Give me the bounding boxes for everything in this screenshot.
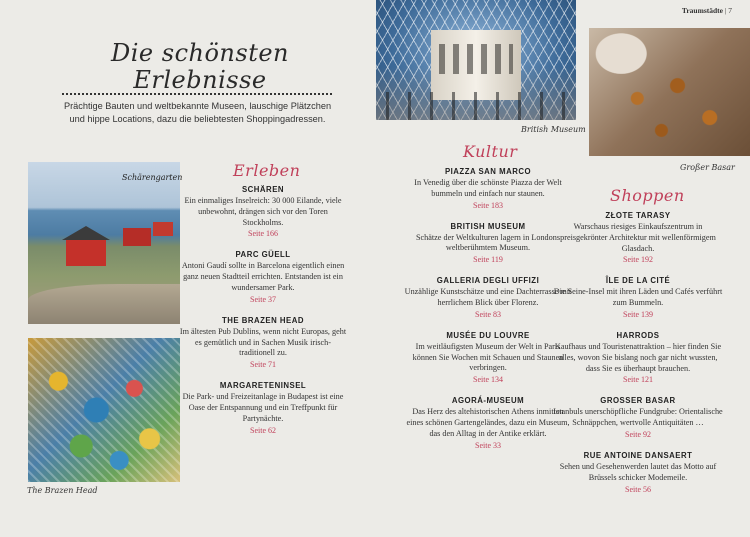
entry-title: SCHÄREN — [241, 185, 285, 194]
page-title-line1: Die schönsten — [111, 39, 289, 67]
running-head-title: Traumstädte — [681, 6, 723, 15]
page-reference: Seite 56 — [625, 484, 651, 494]
section-heading-kultur: Kultur — [463, 142, 518, 161]
tea-glasses-photo — [589, 28, 750, 156]
entry-title: ÎLE DE LA CITÉ — [605, 276, 671, 286]
entry-title: MARGARETENINSEL — [219, 381, 307, 391]
list-item — [553, 211, 723, 264]
list-item — [403, 396, 573, 449]
caption-brazen-head: The Brazen Head — [27, 486, 98, 495]
entry-text: Ein einmaliges Inselreich: 30 000 Eilande, viele unbewohnt, drängen sich vor den Toren Stockholms. — [184, 196, 342, 227]
entry-title: ZŁOTE TARASY — [605, 211, 671, 220]
entry-text: Unzählige Kunstschätze und eine Dachterrasse mit herrlichem Blick über Florenz. — [404, 287, 572, 307]
page-reference: Seite 139 — [623, 309, 653, 319]
entry-title: PARC GÜELL — [235, 250, 291, 260]
page-reference: Seite 62 — [250, 425, 276, 435]
page-reference: Seite 37 — [250, 294, 276, 304]
entry-text: Im weitläufigsten Museum der Welt in Paris können Sie Wochen mit Schauen und Staunen verbringen. — [412, 341, 564, 373]
entry-text: Im ältesten Pub Dublins, wenn nicht Europas, geht es gemütlich und in Sachen Musik irisch-traditionell zu. — [179, 326, 347, 358]
red-house — [153, 222, 173, 236]
entry-title: HARRODS — [616, 330, 660, 340]
schaeren-photo — [28, 162, 183, 324]
red-house — [66, 240, 106, 266]
entry-title: AGORÁ-MUSEUM — [451, 396, 525, 406]
entry-text: Warschaus riesiges Einkaufszentrum in preisgekrönter Architektur mit wellenförmigem Glasdach. — [560, 222, 716, 253]
caption-british-museum: British Museum — [521, 125, 586, 134]
list-item — [178, 381, 348, 434]
section-erleben — [178, 185, 348, 447]
page-reference: Seite 134 — [473, 375, 503, 385]
entry-text: Kaufhaus und Touristenattraktion – hier finden Sie alles, wovon Sie bislang noch gar nicht wussten, dass Sie es überhaupt brauchen. — [554, 341, 722, 373]
reading-room-drum — [431, 30, 521, 100]
entry-title: THE BRAZEN HEAD — [221, 315, 304, 325]
entry-title: GROSSER BASAR — [600, 396, 676, 406]
list-item — [403, 331, 573, 384]
page-reference: Seite 121 — [623, 375, 653, 385]
entry-title: BRITISH MUSEUM — [450, 221, 526, 231]
list-item — [403, 222, 573, 265]
running-head: Traumstädte | 7 — [681, 6, 732, 15]
list-item — [178, 250, 348, 303]
caption-schaerengarten: Schärengarten — [122, 173, 183, 182]
entry-title: RUE ANTOINE DANSAERT — [583, 450, 693, 460]
page-reference: Seite 92 — [625, 429, 651, 439]
list-item — [178, 185, 348, 238]
list-item — [553, 276, 723, 319]
page-reference: Seite 83 — [475, 309, 501, 319]
section-heading-shoppen: Shoppen — [610, 186, 685, 205]
entry-text: In Venedig über die schönste Piazza der Welt bummeln und einfach nur staunen. — [414, 178, 562, 198]
entry-text: Die Park- und Freizeitanlage in Budapest ist eine Oase der Entspannung und ein Treffpunkt für Partynächte. — [182, 392, 344, 423]
entry-text: Das Herz des altehistorischen Athens inmitten eines schönen Gartengeländes, dazu ein Museum, das den Alltag in der Antike erklärt. — [406, 407, 570, 438]
entry-title: GALLERIA DEGLI UFFIZI — [436, 276, 540, 286]
visitors — [376, 92, 576, 120]
page-reference: Seite 119 — [473, 255, 503, 265]
page-reference: Seite 192 — [623, 255, 653, 265]
section-shoppen — [553, 211, 723, 506]
entry-text: Die Seine-Insel mit ihren Läden und Cafés verführt zum Bummeln. — [553, 287, 723, 308]
dotted-divider — [62, 93, 332, 95]
entry-title: MUSÉE DU LOUVRE — [446, 330, 530, 340]
page-reference: Seite 183 — [473, 200, 503, 210]
entry-text: Sehen und Gesehenwerden lautet das Motto auf Brüssels schicker Modemeile. — [559, 461, 717, 482]
british-museum-photo — [376, 0, 576, 120]
list-item — [403, 167, 573, 210]
rocks — [28, 284, 180, 324]
page-reference: Seite 33 — [475, 440, 501, 450]
page-title — [100, 40, 300, 94]
intro-text: Prächtige Bauten und weltbekannte Museen, lauschige Plätzchen und hippe Locations, dazu die beliebtesten Shoppingadressen. — [63, 101, 332, 124]
list-item — [553, 396, 723, 439]
entry-text: Antoni Gaudí sollte in Barcelona eigentlich einen ganz neuen Stadtteil errichten. Entstanden ist ein wundersamer Park. — [181, 261, 345, 292]
page-reference: Seite 166 — [248, 229, 278, 239]
list-item — [553, 451, 723, 494]
list-item — [403, 276, 573, 319]
list-item — [178, 316, 348, 369]
entry-text: Schätze der Weltkulturen lagern in Londons weltberühmtem Museum. — [415, 232, 561, 253]
caption-grosser-basar: Großer Basar — [680, 163, 735, 172]
entry-text: Istanbuls unerschöpfliche Fundgrube: Orientalische Schnäppchen, wertvolle Antiquitäten … — [553, 407, 723, 428]
list-item — [553, 331, 723, 384]
entry-title: PIAZZA SAN MARCO — [444, 167, 532, 176]
parc-guell-mosaic-photo — [28, 338, 180, 482]
page-title-line2: Erlebnisse — [133, 66, 267, 94]
page-number: 7 — [728, 6, 732, 15]
red-house — [123, 228, 151, 246]
page-reference: Seite 71 — [250, 360, 276, 370]
section-kultur — [403, 167, 573, 462]
section-heading-erleben: Erleben — [233, 161, 301, 180]
